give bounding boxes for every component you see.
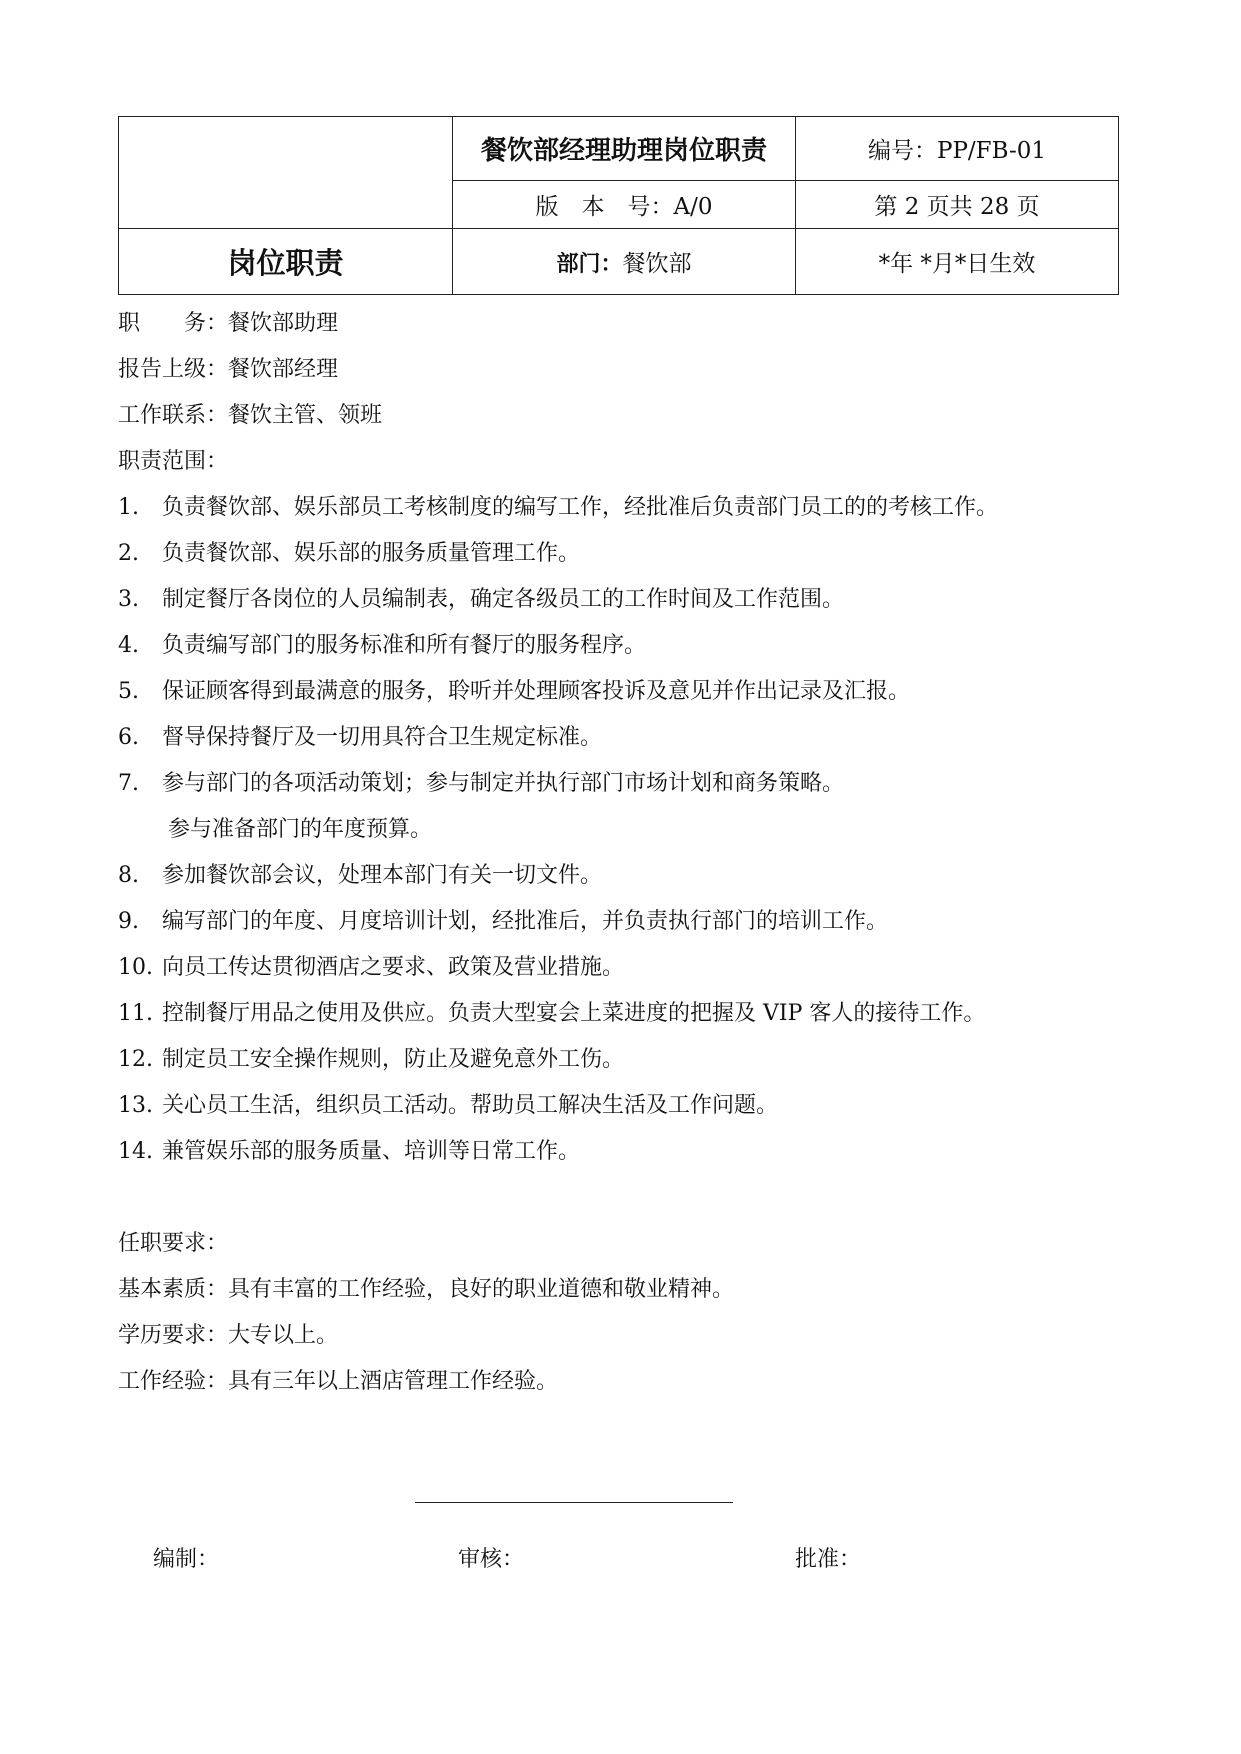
contacts-line: 工作联系：餐饮主管、领班 [118, 403, 383, 428]
duties-list [118, 485, 1118, 1175]
requirement-education: 学历要求：大专以上。 [118, 1323, 339, 1348]
duty-text: 兼管娱乐部的服务质量、培训等日常工作。 [162, 1139, 581, 1164]
duty-text: 参与部门的各项活动策划；参与制定并执行部门市场计划和商务策略。 [162, 771, 845, 796]
duty-item [118, 485, 1118, 531]
duty-number: 6. [118, 725, 139, 750]
document-number: 编号：PP/FB-01 [867, 138, 1047, 164]
duty-continuation: 参与准备部门的年度预算。 [168, 817, 433, 842]
duty-text: 督导保持餐厅及一切用具符合卫生规定标准。 [162, 725, 603, 750]
duty-item [118, 945, 1118, 991]
duty-number: 4. [118, 633, 139, 658]
document-body [118, 301, 1118, 1405]
page-info: 第 2 页共 28 页 [874, 194, 1040, 220]
requirements-heading: 任职要求： [118, 1231, 229, 1256]
duty-item [118, 669, 1118, 715]
requirement-quality: 基本素质：具有丰富的工作经验，良好的职业道德和敬业精神。 [118, 1277, 735, 1302]
document-title-text: 餐饮部经理助理岗位职责 [480, 136, 767, 166]
duty-item [118, 1037, 1118, 1083]
duty-text: 负责餐饮部、娱乐部员工考核制度的编写工作，经批准后负责部门员工的的考核工作。 [162, 495, 999, 520]
duty-item [118, 761, 1118, 807]
duty-item [118, 623, 1118, 669]
duty-text: 控制餐厅用品之使用及供应。负责大型宴会上菜进度的把握及 VIP 客人的接待工作。 [162, 1001, 986, 1026]
duty-number: 8. [118, 863, 139, 888]
department-label: 部门： [556, 252, 623, 277]
effective-date: *年 *月*日生效 [878, 251, 1036, 277]
duty-number: 10. [118, 955, 153, 980]
duty-item [118, 715, 1118, 761]
document-title [453, 117, 796, 181]
duty-text: 保证顾客得到最满意的服务，聆听并处理顾客投诉及意见并作出记录及汇报。 [162, 679, 911, 704]
reports-to-line: 报告上级：餐饮部经理 [118, 357, 339, 382]
document-number-cell [796, 117, 1119, 181]
department-cell [453, 229, 796, 295]
section-title-cell [119, 229, 453, 295]
scope-heading: 职责范围： [118, 449, 229, 474]
duty-text: 负责餐饮部、娱乐部的服务质量管理工作。 [162, 541, 581, 566]
duty-item [118, 899, 1118, 945]
duty-text: 负责编写部门的服务标准和所有餐厅的服务程序。 [162, 633, 647, 658]
requirement-experience: 工作经验：具有三年以上酒店管理工作经验。 [118, 1369, 559, 1394]
duty-text: 参加餐饮部会议，处理本部门有关一切文件。 [162, 863, 603, 888]
page-info-cell [796, 181, 1119, 229]
duty-number: 12. [118, 1047, 153, 1072]
duty-number: 3. [118, 587, 139, 612]
duty-text: 制定员工安全操作规则，防止及避免意外工伤。 [162, 1047, 625, 1072]
duty-text: 关心员工生活，组织员工活动。帮助员工解决生活及工作问题。 [162, 1093, 779, 1118]
department-value: 餐饮部 [622, 251, 692, 277]
duty-text: 制定餐厅各岗位的人员编制表，确定各级员工的工作时间及工作范围。 [162, 587, 845, 612]
duty-item [118, 1083, 1118, 1129]
spacer [118, 1175, 1118, 1221]
document-header-table [118, 116, 1119, 295]
version-number: 版 本 号：A/0 [535, 194, 713, 220]
duty-text: 编写部门的年度、月度培训计划，经批准后，并负责执行部门的培训工作。 [162, 909, 889, 934]
duty-number: 2. [118, 541, 139, 566]
duty-number: 9. [118, 909, 139, 934]
version-cell [453, 181, 796, 229]
duty-item [118, 1129, 1118, 1175]
signature-divider [415, 1502, 733, 1503]
duty-item [118, 853, 1118, 899]
duty-item [118, 531, 1118, 577]
header-blank-cell [119, 117, 453, 229]
approved-by-label: 批准： [795, 1547, 862, 1572]
duty-number: 13. [118, 1093, 153, 1118]
prepared-by-label: 编制： [153, 1547, 220, 1572]
position-line: 职 务：餐饮部助理 [118, 311, 339, 336]
duty-number: 11. [118, 1001, 153, 1026]
duty-item [118, 991, 1118, 1037]
duty-number: 14. [118, 1139, 153, 1164]
effective-date-cell [796, 229, 1119, 295]
duty-text: 向员工传达贯彻酒店之要求、政策及营业措施。 [162, 955, 625, 980]
duty-number: 5. [118, 679, 139, 704]
section-title: 岗位职责 [227, 246, 344, 280]
duty-number: 7. [118, 771, 139, 796]
duty-item [118, 577, 1118, 623]
reviewed-by-label: 审核： [458, 1547, 525, 1572]
duty-number: 1. [118, 495, 139, 520]
